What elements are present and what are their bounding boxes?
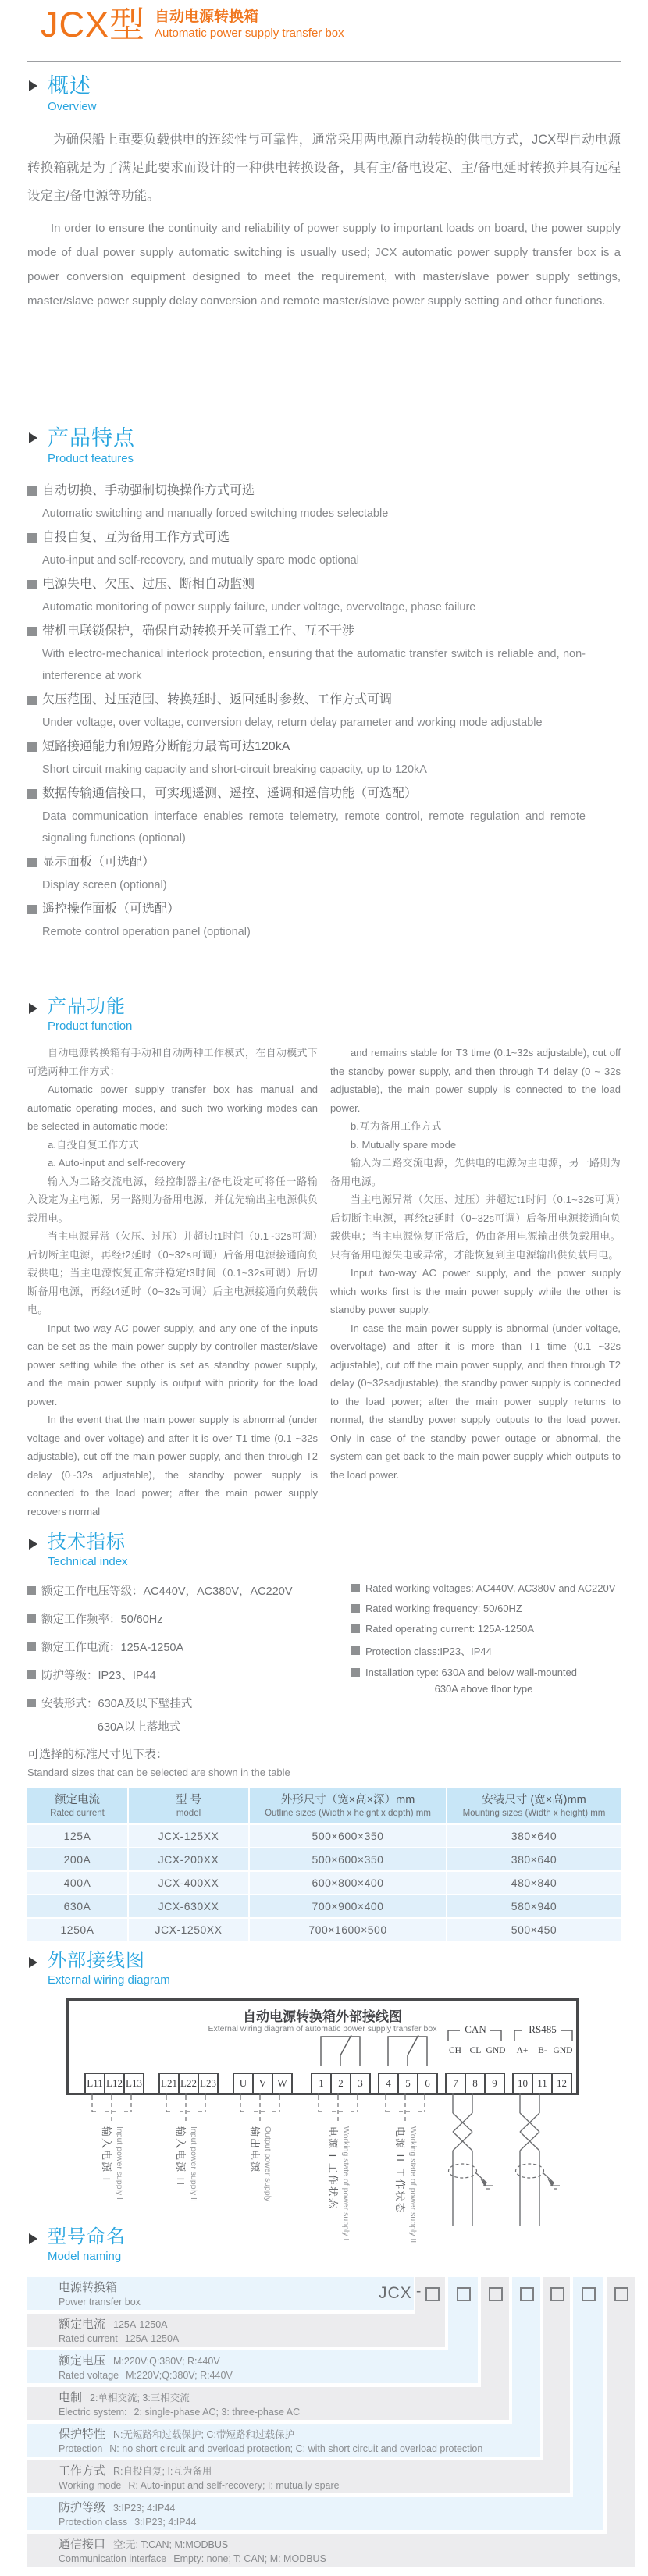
bullet-square-icon (27, 696, 37, 705)
feature-item (27, 735, 621, 781)
bullet-square-icon (27, 627, 37, 636)
product-title-block (155, 6, 344, 41)
feature-item (27, 573, 621, 618)
tech-column-en (351, 1582, 621, 1703)
bullet-square-icon (27, 858, 37, 867)
function-paragraph: a.自投自复工作方式 (48, 1138, 139, 1151)
page-header (41, 6, 344, 44)
cell-rated-current: 630A (27, 1895, 129, 1917)
terminal-10: 10 (512, 2073, 533, 2094)
function-paragraph: 输入为二路交流电源，先供电的电源为主电源，另一路则为备用电源。 (330, 1157, 621, 1187)
bullet-square-icon (27, 580, 37, 589)
naming-row: 电源转换箱 Power transfer box (27, 2277, 414, 2310)
function-paragraph: and remains stable for T3 time (0.1~32s adjustable), cut off the standby power supply, and then through T4 delay (0 ~ 32s adjustable), the main power supply is connected to the load power. (330, 1047, 621, 1114)
function-heading (27, 996, 621, 1034)
wiring-heading (27, 1950, 621, 1988)
naming-row: 额定电压 M:220V;Q:380V; R:440V Rated voltage M:220V;Q:380V; R:440V (27, 2350, 478, 2383)
feature-text-en: Under voltage, over voltage, conversion delay, return delay parameter and working mode adjustable (42, 717, 543, 729)
bullet-square-icon (27, 742, 37, 752)
naming-row: 通信接口 空:无; T:CAN; M:MODBUS Communication interface Empty: none; T: CAN; M: MODBUS (27, 2534, 635, 2567)
cell-model: JCX-125XX (129, 1825, 250, 1847)
cell-mounting-size: 480×840 (511, 1877, 557, 1889)
cell-outline-size: 500×600×350 (250, 1848, 447, 1870)
function-paragraph: 输入为二路交流电源，经控制器主/备电设定可将任一路输入设定为主电源，另一路则为备用电源，并优先输出主电源供负载用电。 (27, 1175, 318, 1224)
feature-item (27, 851, 621, 896)
tech-heading (27, 1532, 621, 1570)
terminal-11: 11 (532, 2073, 553, 2094)
product-title-cn: 自动电源转换箱 (155, 9, 259, 25)
cell-model: JCX-200XX (129, 1848, 250, 1870)
feature-item (27, 526, 621, 571)
bullet-square-icon (351, 1604, 360, 1613)
naming-row: 防护等级 3:IP23; 4:IP44 Protection class 3:IP23; 4:IP44 (27, 2497, 603, 2530)
section-technical-index (27, 1532, 621, 1734)
terminal-6: 6 (417, 2073, 438, 2094)
bullet-square-icon (351, 1668, 360, 1677)
pin-label: CL (469, 2046, 482, 2055)
feature-text-cn: 短路接通能力和短路分断能力最高可达120kA (27, 735, 621, 759)
feature-list (27, 479, 621, 943)
tech-item: 额定工作频率：50/60Hz (27, 1610, 340, 1627)
feature-item (27, 479, 621, 525)
bullet-square-icon (27, 1699, 36, 1707)
cell-mounting-size: 500×450 (511, 1923, 557, 1936)
bullet-square-icon (27, 905, 37, 914)
terminal-5: 5 (397, 2073, 418, 2094)
model-code-box (489, 2287, 503, 2301)
table-row (27, 1847, 621, 1870)
naming-row: 额定电流 125A-1250A Rated current 125A-1250A (27, 2314, 445, 2347)
cell-outline-size: 500×600×350 (250, 1825, 447, 1847)
cell-rated-current: 400A (27, 1872, 129, 1894)
bullet-square-icon (27, 789, 37, 799)
pin-label: B- (538, 2046, 547, 2055)
function-paragraph: a. Auto-input and self-recovery (48, 1157, 186, 1169)
function-paragraph: In case the main power supply is abnormal (under voltage, overvoltage) and after it is more than T1 time (0.1 ~32s adjustable), cut off the main power supply, and then through T2 delay (0~32sadjustable), the standby power supply is connected to the load power; after the main power supply returns to normal, the standby power supply outputs to the load power. Only in case of the standby power outage or abnormal, the system can get back to the main power supply which outputs to the load power. (330, 1322, 621, 1481)
tech-item: Rated working voltages: AC440V, AC380V and AC220V (351, 1582, 621, 1594)
diagram-title-en: External wiring diagram of automatic power supply transfer box (208, 2024, 437, 2033)
cell-rated-current: 200A (27, 1848, 129, 1870)
function-paragraph: b.互为备用工作方式 (351, 1120, 442, 1132)
naming-heading (27, 2226, 636, 2265)
function-paragraph: Input two-way AC power supply, and the power supply which works first is the main power supply while the other is standby power supply. (330, 1267, 621, 1315)
feature-item (27, 620, 621, 687)
rs485-pin-labels (512, 2046, 573, 2055)
bullet-square-icon (27, 1642, 36, 1651)
terminal-L23: L23 (198, 2073, 219, 2094)
cell-mounting-size: 380×640 (511, 1830, 557, 1842)
heading-cn: 型号命名 (48, 2226, 126, 2247)
heading-en: External wiring diagram (48, 1973, 170, 1987)
terminal-group (512, 2073, 572, 2094)
table-row (27, 1870, 621, 1894)
overview-heading (27, 73, 621, 115)
terminal-9: 9 (484, 2073, 505, 2094)
model-code-separator: - (416, 2283, 422, 2300)
feature-text-cn: 电源失电、欠压、过压、断相自动监测 (27, 573, 621, 596)
cell-outline-size: 700×900×400 (250, 1895, 447, 1917)
bullet-square-icon (27, 533, 37, 543)
cell-outline-size: 700×1600×500 (250, 1919, 447, 1941)
terminal-L11: L11 (84, 2073, 105, 2094)
heading-en: Product features (48, 452, 134, 465)
function-paragraph: Automatic power supply transfer box has manual and automatic operating modes, and such two working modes can be selected in automatic mode: (27, 1083, 318, 1132)
triangle-icon (29, 80, 37, 91)
rs485-bus-label: RS485 (529, 2023, 557, 2035)
product-title-en: Automatic power supply transfer box (155, 27, 344, 40)
model-code-box (457, 2287, 471, 2301)
model-code-box (614, 2287, 628, 2301)
can-pin-labels (445, 2046, 506, 2055)
terminal-group (311, 2073, 371, 2094)
bullet-square-icon (27, 1670, 36, 1679)
terminal-1: 1 (311, 2073, 332, 2094)
table-header-row (27, 1788, 621, 1823)
feature-text-cn: 显示面板（可选配） (27, 851, 621, 874)
terminal-group (445, 2073, 505, 2094)
terminal-4: 4 (378, 2073, 399, 2094)
heading-en: Technical index (48, 1555, 128, 1568)
wiring-diagram-box (66, 1998, 579, 2095)
section-function (27, 996, 621, 1517)
heading-en: Product function (48, 1019, 133, 1033)
terminal-group (84, 2073, 144, 2094)
feature-text-cn: 遥控操作面板（可选配） (27, 898, 621, 921)
feature-text-en: Automatic switching and manually forced switching modes selectable (42, 507, 389, 520)
function-column-left (27, 1044, 318, 1521)
feature-text-en: Short circuit making capacity and short-circuit breaking capacity, up to 120kA (42, 763, 427, 776)
heading-cn: 外部接线图 (48, 1950, 145, 1971)
cell-rated-current: 1250A (27, 1919, 129, 1941)
model-code-box (520, 2287, 534, 2301)
function-paragraph: 当主电源异常（欠压、过压）并超过t1时间（0.1~32s可调）后切断主电源，再经t2延时（0~32s可调）后备用电源接通向负载供电；当主电源恢复正常后，仍由备用电源输出供负载用电。只有备用电源失电或异常，才能恢复到主电源输出供负载用电。 (330, 1194, 621, 1261)
cell-model: JCX-400XX (129, 1872, 250, 1894)
terminal-strip (69, 2073, 576, 2094)
table-row (27, 1894, 621, 1917)
function-paragraph: In the event that the main power supply is abnormal (under voltage and over voltage) and after it is over T1 time (0.1 ~32s adjustable), cut off the main power supply, and then through T2 delay (0~32s adjustable), the standby power supply is connected to the load power; after the main power supply recovers normal (27, 1414, 318, 1517)
can-bus-label: CAN (465, 2023, 486, 2035)
bullet-square-icon (27, 1614, 36, 1623)
feature-text-en: Automatic monitoring of power supply failure, under voltage, overvoltage, phase failure (42, 601, 476, 614)
feature-text-en: Display screen (optional) (42, 879, 167, 891)
table-row (27, 1823, 621, 1847)
diagram-lines-lower (66, 2093, 574, 2249)
bullet-square-icon (351, 1584, 360, 1592)
terminal-2: 2 (330, 2073, 351, 2094)
feature-item (27, 688, 621, 734)
feature-text-cn: 自动切换、手动强制切换操作方式可选 (27, 479, 621, 503)
naming-row: 电制 2:单相交流; 3:三相交流 Electric system: 2: single-phase AC; 3: three-phase AC (27, 2387, 509, 2420)
triangle-icon (29, 2233, 37, 2244)
terminal-group (378, 2073, 438, 2094)
feature-text-en: Data communication interface enables remote telemetry, remote control, remote regulation and remote signaling functions (optional) (42, 810, 586, 845)
sizes-note-en: Standard sizes that can be selected are shown in the table (27, 1767, 290, 1778)
diagram-title-cn: 自动电源转换箱外部接线图 (243, 2009, 402, 2024)
heading-en: Model naming (48, 2250, 122, 2263)
tech-item: 额定工作电流：125A-1250A (27, 1638, 340, 1655)
cell-mounting-size: 580×940 (511, 1900, 557, 1912)
bullet-square-icon (27, 486, 37, 496)
ladder-rows (27, 2277, 635, 2567)
tech-item: Installation type: 630A and below wall-mounted 630A above floor type (351, 1667, 621, 1695)
feature-item (27, 898, 621, 943)
table-header-cell: 安装尺寸 (宽×高)mm Mounting sizes (Width x height) mm (462, 1794, 606, 1818)
heading-cn: 技术指标 (48, 1532, 126, 1553)
terminal-12: 12 (551, 2073, 572, 2094)
pin-label: A+ (516, 2046, 529, 2055)
feature-item (27, 782, 621, 849)
header-divider (27, 61, 621, 62)
section-standard-sizes (27, 1745, 621, 1941)
function-paragraph: Input two-way AC power supply, and any one of the inputs can be set as the main power supply by controller master/slave power setting while the other is set as standby power supply, and the main power supply is output with priority for the load power. (27, 1322, 318, 1407)
feature-text-en: With electro-mechanical interlock protection, ensuring that the automatic transfer switch is reliable and, non-interference at work (42, 648, 586, 682)
terminal-8: 8 (465, 2073, 486, 2094)
feature-text-cn: 数据传输通信接口，可实现遥测、遥控、遥调和遥信功能（可选配） (27, 782, 621, 806)
terminal-L13: L13 (123, 2073, 144, 2094)
sizes-note-cn: 可选择的标准尺寸见下表： (27, 1748, 169, 1761)
cell-model: JCX-630XX (129, 1895, 250, 1917)
triangle-icon (29, 432, 37, 443)
model-code-box (550, 2287, 564, 2301)
bullet-square-icon (351, 1624, 360, 1633)
pin-label: GND (553, 2046, 573, 2055)
feature-text-en: Remote control operation panel (optional) (42, 926, 251, 938)
sizes-table (27, 1788, 621, 1941)
tech-item: 额定工作电压等级：AC440V，AC380V，AC220V (27, 1582, 340, 1599)
overview-paragraph-cn: 为确保船上重要负载供电的连续性与可靠性，通常采用两电源自动转换的供电方式，JCX型自动电源转换箱就是为了满足此要求而设计的一种供电转换设备，具有主/备电设定、主/备电延时转换并具有远程设定主/备电源等功能。 (27, 133, 621, 203)
cell-mounting-size: 380×640 (511, 1853, 557, 1866)
overview-paragraph-en: In order to ensure the continuity and reliability of power supply to important loads on board, the power supply mode of dual power supply automatic switching is usually used; JCX automatic power supply transfer box is a power conversion equipment designed to meet the requirement, with master/slave power supply settings, master/slave power supply delay conversion and remote master/slave power supply setting and other functions. (27, 222, 621, 308)
function-column-right (330, 1044, 621, 1484)
terminal-7: 7 (445, 2073, 466, 2094)
terminal-group (233, 2073, 293, 2094)
table-header-cell: 额定电流 Rated current (27, 1788, 129, 1823)
naming-row: 保护特性 N:无短路和过载保护; C:带短路和过载保护 Protection N: no short circuit and overload protection; C: with short circuit and overload protection (27, 2424, 540, 2457)
model-code-prefix: JCX (379, 2284, 412, 2302)
pin-label: GND (486, 2046, 506, 2055)
cell-rated-current: 125A (27, 1825, 129, 1847)
terminal-group (158, 2073, 219, 2094)
feature-text-en: Auto-input and self-recovery, and mutually spare mode optional (42, 554, 359, 567)
function-paragraph: 自动电源转换箱有手动和自动两种工作模式，在自动模式下可选两种工作方式： (27, 1047, 318, 1077)
tech-item: Rated operating current: 125A-1250A (351, 1623, 621, 1635)
heading-en: Overview (48, 100, 97, 113)
terminal-L21: L21 (158, 2073, 180, 2094)
terminal-3: 3 (350, 2073, 371, 2094)
tech-column-cn (27, 1582, 340, 1746)
tech-item: Rated working frequency: 50/60HZ (351, 1603, 621, 1614)
table-header-cell: 型 号 model (129, 1788, 250, 1823)
function-paragraph: 当主电源异常（欠压、过压）并超过t1时间（0.1~32s可调）后切断主电源，再经t2延时（0~32s可调）后备用电源接通向负载供电；当主电源恢复正常并稳定t3时间（0.1~32s可调）后切断备用电源，再经t4延时（0~32s可调）后主电源接通向负载供电。 (27, 1230, 318, 1315)
table-body (27, 1823, 621, 1941)
terminal-U: U (233, 2073, 254, 2094)
section-model-naming (27, 2226, 636, 2567)
section-overview (27, 73, 621, 313)
tech-item: 安装形式：630A及以下壁挂式 630A以上落地式 (27, 1695, 340, 1735)
feature-text-cn: 带机电联锁保护，确保自动转换开关可靠工作、互不干涉 (27, 620, 621, 643)
terminal-V: V (252, 2073, 273, 2094)
feature-text-cn: 欠压范围、过压范围、转换延时、返回延时参数、工作方式可调 (27, 688, 621, 712)
tech-item: Protection class:IP23、IP44 (351, 1643, 621, 1658)
triangle-icon (29, 1003, 37, 1014)
model-naming-ladder (27, 2277, 635, 2567)
pin-label: CH (449, 2046, 461, 2055)
naming-row: 工作方式 R:自投自复; I:互为备用 Working mode R: Auto-input and self-recovery; I: mutually spare (27, 2460, 570, 2493)
heading-cn: 概述 (48, 74, 91, 98)
section-wiring-diagram: 外部接线图 External wiring diagram 自动电源转换箱外部接线图 External wiring diagram of automatic power supply transfer box CAN RS485 CH CL GND A+ B- GND L11 L12 L13 L21 L22 L23 U V W 1 2 3 4 5 6 7 8 9 10 11 12 输入电源 I Input power supply I 输入电源 II Input power supply II 输出电源 Output power supply 电源 I 工作状态 Working state of power supply I 电源 II 工作状态 Working state of power supply II (27, 1950, 621, 2262)
model-code-box (425, 2287, 440, 2301)
bullet-square-icon (27, 1586, 36, 1595)
model-title: JCX型 (41, 5, 146, 44)
cell-outline-size: 600×800×400 (250, 1872, 447, 1894)
triangle-icon (29, 1539, 37, 1550)
terminal-L22: L22 (178, 2073, 199, 2094)
tech-item: 防护等级：IP23、IP44 (27, 1667, 340, 1683)
cell-model: JCX-1250XX (129, 1919, 250, 1941)
table-row (27, 1917, 621, 1941)
triangle-icon (29, 1957, 37, 1968)
feature-text-cn: 自投自复、互为备用工作方式可选 (27, 526, 621, 550)
table-header-cell: 外形尺寸（宽×高×深）mm Outline sizes (Width x height x depth) mm (250, 1788, 447, 1823)
bullet-square-icon (351, 1646, 360, 1655)
heading-cn: 产品特点 (48, 426, 135, 450)
terminal-L12: L12 (104, 2073, 125, 2094)
section-features (27, 425, 621, 945)
function-paragraph: b. Mutually spare mode (351, 1138, 457, 1151)
model-code-box (582, 2287, 596, 2301)
features-heading (27, 425, 621, 467)
heading-cn: 产品功能 (48, 996, 126, 1017)
terminal-W: W (272, 2073, 293, 2094)
